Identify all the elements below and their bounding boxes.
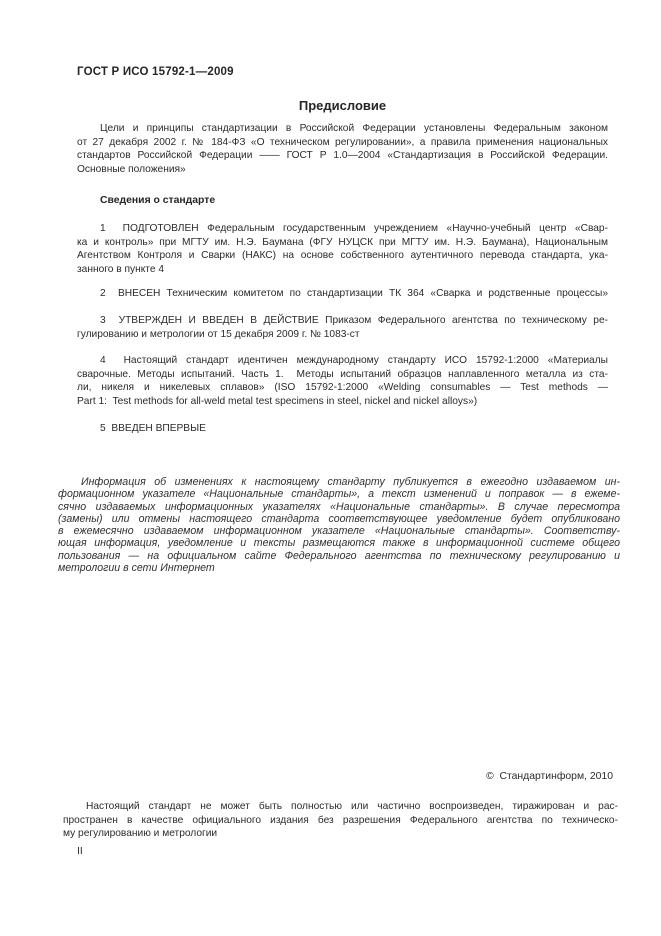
- text-line: Агентством Контроля и Сварки (НАКС) на основе собственного аутентичного перевода стандарта, ука-: [77, 250, 608, 261]
- item-1-prepared-by: [77, 222, 608, 276]
- page-title: Предисловие: [298, 98, 387, 113]
- text-line: Part 1: Test methods for all-weld metal test specimens in steel, nickel and nickel alloys»): [77, 395, 478, 407]
- text-line: Настоящий стандарт не может быть полностью или частично воспроизведен, тиражирован и рас-: [86, 801, 618, 812]
- text-line: стандартов Российской Федерации —— ГОСТ Р 1.0—2004 «Стандартизация в Российской Федерации.: [77, 150, 608, 161]
- text-line: ющая информация, уведомление и тексты размещаются также в информационной системе общего: [58, 537, 620, 550]
- document-code: ГОСТ Р ИСО 15792-1—2009: [77, 66, 234, 78]
- text-line: пользования — на официальном сайте Федерального агентства по техническому регулированию и: [58, 549, 620, 562]
- item-4-identical-standard: [77, 354, 608, 408]
- text-line: 2 ВНЕСЕН Техническим комитетом по стандартизации ТК 364 «Сварка и родственные процессы»: [100, 288, 608, 299]
- text-line: формационном указателе «Национальные стандарты», а текст изменений и поправок — в ежеме-: [58, 488, 620, 501]
- item-3-approved-by: [77, 314, 608, 341]
- text-line: ка и контроль» при МГТУ им. Н.Э. Баумана (ФГУ НУЦСК при МГТУ им. Н.Э. Баумана), Национальным: [77, 236, 608, 248]
- text-line: 5 ВВЕДЕН ВПЕРВЫЕ: [100, 423, 206, 434]
- copyright-notice: © Стандартинформ, 2010: [486, 771, 613, 782]
- text-line: му регулированию и метрологии: [63, 828, 218, 839]
- item-2-submitted-by: [77, 287, 608, 301]
- text-line: занного в пункте 4: [77, 263, 165, 275]
- text-line: сячно издаваемых информационных указателях «Национальные стандарты». В случае пересмотра: [58, 500, 620, 513]
- intro-paragraph: [77, 122, 608, 176]
- text-line: 1 ПОДГОТОВЛЕН Федеральным государственным учреждением «Научно-учебный центр «Свар-: [100, 223, 608, 234]
- text-line: Цели и принципы стандартизации в Российской Федерации установлены Федеральным законом: [100, 123, 608, 134]
- text-line: Основные положения»: [77, 163, 186, 175]
- text-line: в ежемесячно издаваемом информационном указателе «Национальные стандарты». Соответству-: [58, 525, 620, 537]
- item-5-first-introduced: [77, 422, 608, 436]
- text-line: 4 Настоящий стандарт идентичен международному стандарту ИСО 15792-1:2000 «Материалы: [100, 355, 608, 366]
- text-line: метрологии в сети Интернет: [58, 561, 215, 574]
- text-line: ли, никеля и никелевых сплавов» (ISO 15792-1:2000 «Welding consumables — Test methods —: [77, 382, 608, 393]
- text-line: (замены) или отмены настоящего стандарта соответствующее уведомление будет опубликовано: [58, 512, 620, 525]
- text-line: Информация об изменениях к настоящему стандарту публикуется в ежегодно издаваемом ин-: [81, 476, 620, 488]
- text-line: от 27 декабря 2002 г. № 184-ФЗ «О техническом регулировании», а правила применения национальных: [77, 136, 608, 148]
- standard-info-heading: Сведения о стандарте: [100, 195, 216, 206]
- amendments-info-note: [58, 476, 620, 574]
- text-line: 3 УТВЕРЖДЕН И ВВЕДЕН В ДЕЙСТВИЕ Приказом Федерального агентства по техническому ре-: [100, 315, 608, 326]
- text-line: гулированию и метрологии от 15 декабря 2009 г. № 1083-ст: [77, 328, 360, 340]
- reproduction-restriction-note: [63, 800, 618, 841]
- text-line: сварочные. Методы испытаний. Часть 1. Методы испытаний образцов наплавленного металла из ста-: [77, 368, 608, 380]
- page-number: II: [77, 845, 83, 857]
- text-line: пространен в качестве официального издания без разрешения Федерального агентства по техническо-: [63, 814, 618, 826]
